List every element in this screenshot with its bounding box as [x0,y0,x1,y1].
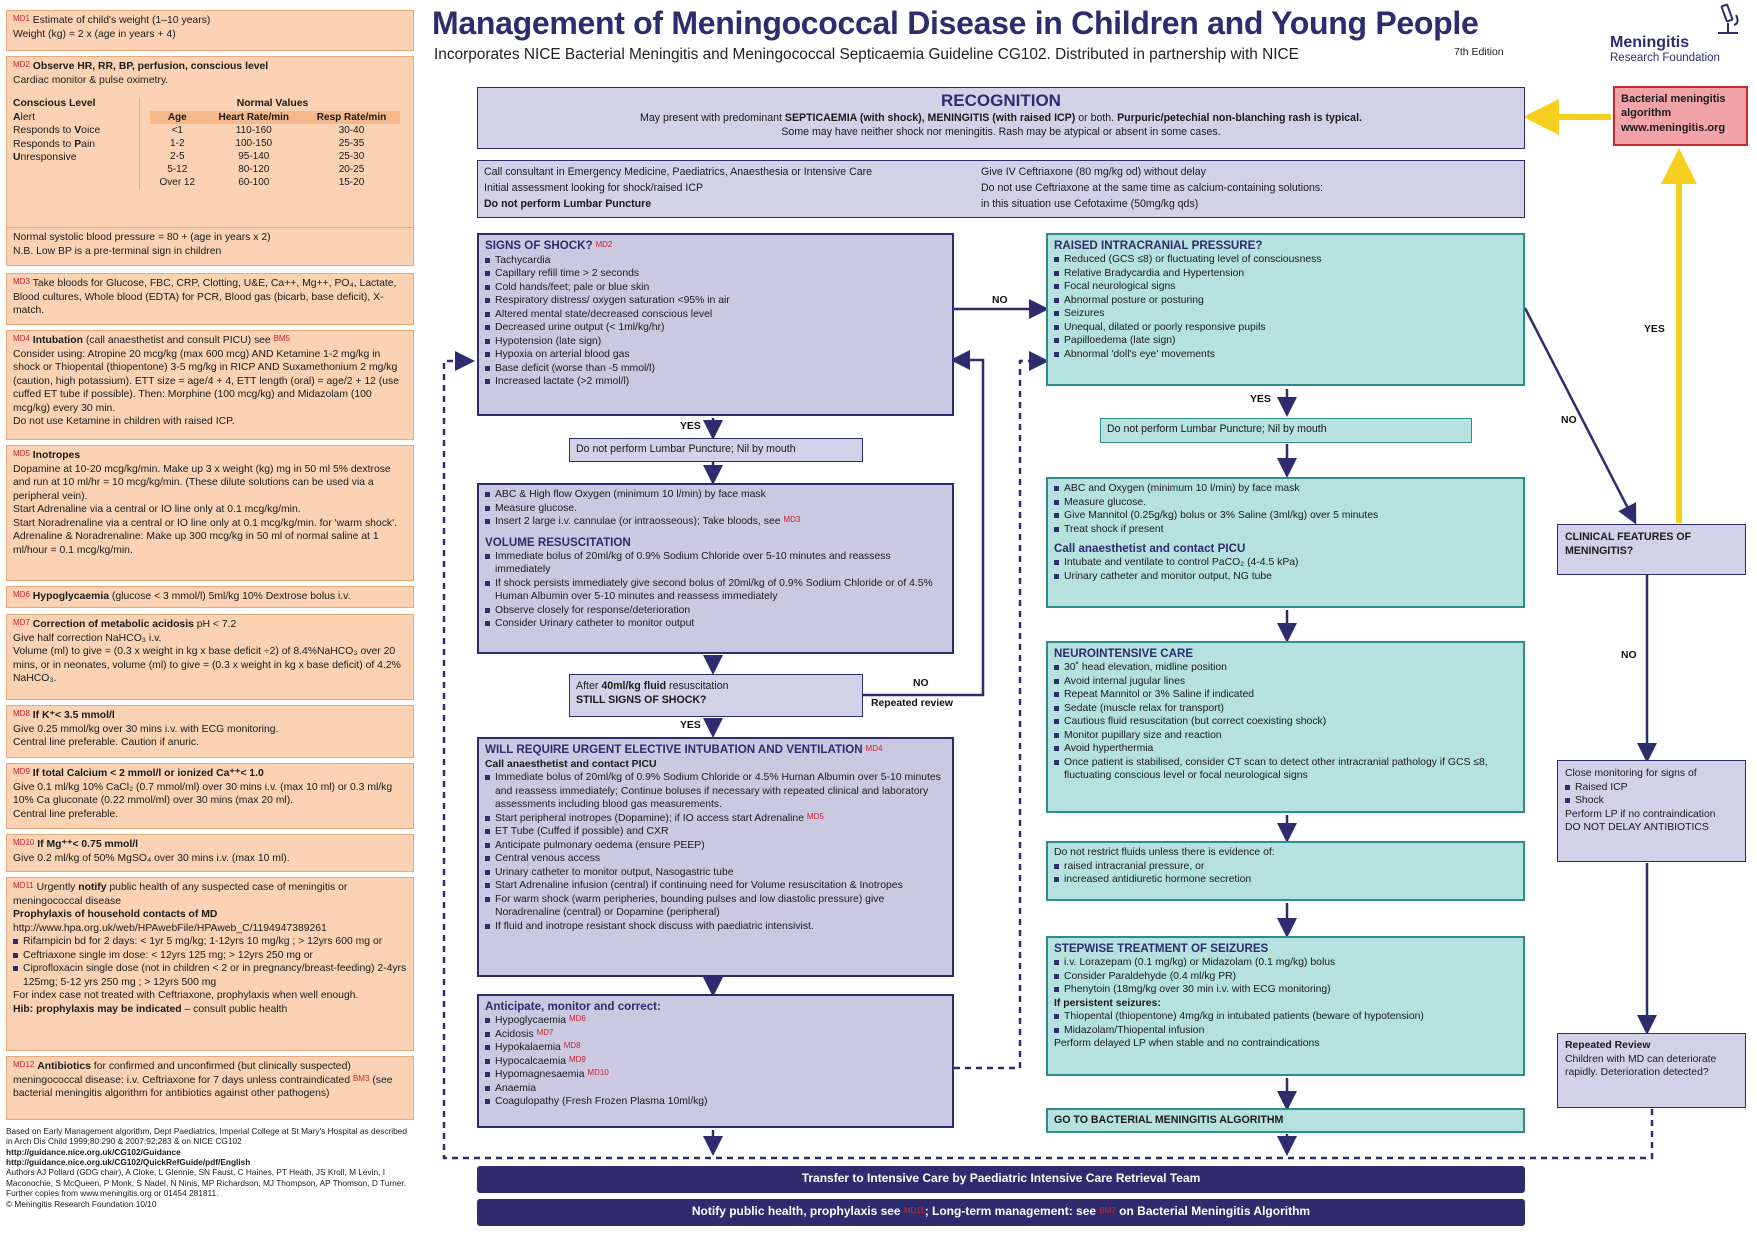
md1-formula: Weight (kg) = 2 x (age in years + 4) [13,28,176,40]
anticipate-title: Anticipate, monitor and correct: [485,1000,661,1013]
transfer-bar [477,1166,1525,1193]
list-item: Hypokalaemia MD8 [485,1041,946,1055]
credits-basis: Based on Early Management algorithm, Dept Paediatrics, Imperial College at St Mary's Hospital as described in Arch Dis Child 1999;80:290 & 2007;92;283 & on NICE CG102 [6,1126,407,1147]
md7-text2: Volume (ml) to give = (0.3 x weight in kg x base deficit ÷2) of 8.4%NaHCO₃ over 20 mins, or in neonates, volume (ml) to give = (0.3 x weight in kg x base deficit) of 4.2% NaHCO₃. [13,646,401,685]
systolic-bp-note: Normal systolic blood pressure = 80 + (age in years x 2) [13,232,271,243]
normal-values-title: Normal Values [236,98,309,109]
bm7-ref: BM7 [1099,1206,1116,1215]
list-item: For warm shock (warm peripheries, bounding pulses and low diastolic pressure) give Noradrenaline (central) or Dopamine (peripheral) [485,893,946,920]
raised-icp-title: RAISED INTRACRANIAL PRESSURE? [1054,239,1263,252]
goto-bm-box[interactable] [1046,1108,1525,1133]
neurointensive-title: NEUROINTENSIVE CARE [1054,647,1194,660]
md2-line2: Cardiac monitor & pulse oximetry. [13,74,169,86]
md11-ref: MD11 [903,1206,925,1215]
label-no-clinical: NO [1621,650,1637,661]
no-lumbar-puncture: Do not perform Lumbar Puncture [484,197,652,210]
md3-text: Take bloods for Glucose, FBC, CRP, Clotting, U&E, Ca++, Mg++, PO₄, Lactate, Blood cultures, Whole blood (EDTA) for PCR, Blood gas (bicarb, base deficit), X-match. [13,278,397,317]
delayed-lp-note: Perform delayed LP when stable and no contraindications [1054,1038,1320,1050]
list-item: Intubate and ventilate to control PaCO₂ (4-4.5 kPa) [1054,556,1517,570]
conscious-level-title: Conscious Level [13,98,96,109]
md1-text: Estimate of child's weight (1–10 years) [32,15,211,26]
list-item: Relative Bradycardia and Hypertension [1054,267,1517,281]
list-item: Measure glucose. [1054,496,1517,510]
list-item: Hypomagnesaemia MD10 [485,1068,946,1082]
table-row: 2-5 95-140 25-30 [170,150,365,162]
md8-box: MD8 If K⁺< 3.5 mmol/l Give 0.25 mmol/kg over 30 mins i.v. with ECG monitoring. Central line preferable. Caution if anuric. [6,705,414,758]
ciprofloxacin-item: Ciprofloxacin single dose (not in children < 2 or in pregnancy/breast-feeding) 2-4yrs 125mg; 5-12 yrs 250 mg ; > 12yrs 500 mg [13,962,407,989]
repeated-review-text: Children with MD can deteriorate rapidly. Deterioration detected? [1565,1053,1717,1079]
no-delay-antibiotics: DO NOT DELAY ANTIBIOTICS [1565,822,1709,834]
index-case-note: For index case not treated with Ceftriaxone, prophylaxis when well enough. [13,990,359,1002]
no-lp-text-left: Do not perform Lumbar Puncture; Nil by mouth [576,443,796,455]
list-item: i.v. Lorazepam (0.1 mg/kg) or Midazolam (0.1 mg/kg) bolus [1054,956,1517,970]
list-item: Decreased urine output (< 1ml/kg/hr) [485,321,946,335]
credits-copies: Further copies from www.meningitis.org or 01454 281811. [6,1188,219,1199]
list-item: Altered mental state/decreased conscious level [485,308,946,322]
list-item: Urinary catheter to monitor output, Nasogastric tube [485,866,946,880]
intubation-subtitle: Call anaesthetist and contact PICU [485,758,657,770]
list-item: Observe closely for response/deterioration [485,604,946,618]
md10-text: Give 0.2 ml/kg of 50% MgSO₄ over 30 mins i.v. (max 10 ml). [13,852,290,864]
col-heart: Heart Rate/min [218,111,290,123]
list-item: Unequal, dilated or poorly responsive pupils [1054,321,1517,335]
hpa-link[interactable]: http://www.hpa.org.uk/web/HPAwebFile/HPAweb_C/1194947389261 [13,922,327,934]
md8-title: If K⁺< 3.5 mmol/l [32,710,115,721]
table-row: 5-12 80-120 20-25 [167,163,365,175]
md9-box: MD9 If total Calcium < 2 mmol/l or ionized Ca⁺⁺< 1.0 Give 0.1 ml/kg 10% CaCl₂ (0.7 mmol/ml) over 30 mins i.v. (max 10 ml) or 0.3 ml/kg 10% Ca gluconate (0.22 mmol/ml) over 30 mins (max 20 ml). Central line preferable. [6,763,414,829]
list-item: Anticipate pulmonary oedema (ensure PEEP) [485,839,946,853]
list-item: Raised ICP [1565,781,1738,795]
md7-title: Correction of metabolic acidosis [32,619,194,630]
fluids-text: Do not restrict fluids unless there is evidence of: [1054,847,1275,858]
table-row: <1 110-160 30-40 [171,124,365,136]
list-item: Immediate bolus of 20ml/kg of 0.9% Sodium Chloride over 5-10 minutes and reassess immediately [485,550,946,577]
md11-text: public health of any suspected case of meningitis or meningococcal disease [13,882,348,907]
md7-text: Give half correction NaHCO₃ i.v. [13,632,162,644]
still-shock-box: After 40ml/kg fluid resuscitation STILL SIGNS OF SHOCK? [569,674,863,717]
volume-resuscitation-box [477,483,954,654]
md2-title: Observe HR, RR, BP, perfusion, conscious level [32,61,269,72]
list-item: Treat shock if present [1054,523,1517,537]
list-item: Sedate (muscle relax for transport) [1054,702,1517,716]
fluids-box [1046,841,1525,901]
md5-noradrenaline: Start Noradrenaline via a central or IO line only at 0.1 mcg/kg/min. for 'warm shock'. [13,517,397,529]
md5-makeup: Adrenaline & Noradrenaline: Make up 300 mcg/kg in 50 ml of normal saline at 1 ml/hour = 0.1 mcg/kg/min. [13,531,379,556]
md8-text: Give 0.25 mmol/kg over 30 mins i.v. with ECG monitoring. [13,723,279,735]
col-resp: Resp Rate/min [316,111,387,123]
nice-guidance-link[interactable]: http://guidance.nice.org.uk/CG102/Guidance [6,1146,181,1157]
list-item: Seizures [1054,307,1517,321]
md5-dopamine: Dopamine at 10-20 mcg/kg/min. Make up 3 x weight (kg) mg in 50 ml 5% dextrose and run at 10 ml/hr = 10 mcg/kg/min. (These dilute solutions can be used via a peripheral vein). [13,463,391,502]
bm5-ref: BM5 [273,334,291,343]
list-item: Tachycardia [485,254,946,268]
list-item: increased antidiuretic hormone secretion [1054,873,1517,887]
signs-of-shock-box: SIGNS OF SHOCK? MD2 Tachycardia Capillary refill time > 2 seconds Cold hands/feet; pale or blue skin Respiratory distress/ oxygen saturation <95% in air Altered mental state/decreased conscious level Decreased urine output (< 1ml/kg/hr) Hypotension (late sign) Hypoxia on arterial blood gas Base deficit (worse than -5 mmol/l) Increased lactate (>2 mmol/l) [477,233,954,416]
list-item: Hypoglycaemia MD6 [485,1014,946,1028]
bm-line1: Bacterial meningitis [1621,93,1726,105]
no-lp-text-right: Do not perform Lumbar Puncture; Nil by mouth [1107,423,1327,435]
logo-line1: Meningitis [1610,34,1690,51]
label-yes-still: YES [680,720,701,731]
bm-website-link[interactable]: www.meningitis.org [1621,121,1726,134]
label-yes-shock: YES [680,421,701,432]
give-ceftriaxone: Give IV Ceftriaxone (80 mg/kg od) without delay [981,166,1206,178]
md4-box: MD4 Intubation (call anaesthetist and consult PICU) see BM5 Consider using: Atropine 20 mcg/kg (max 600 mcg) AND Ketamine 1-2 mg/kg in shock or Thiopental (thiopentone) 3-5 mg/kg in RICP AND Suxamethonium 2 mg/kg (caution, high potassium). ETT size = age/4 + 4, ETT length (oral) = age/2 + 12 (use cuffed ET tube if possible). Then: Morphine (100 mcg/kg) and Midazolam (100 mcg/kg) every 30 min. Do not use Ketamine in children with raised ICP. [6,330,414,440]
list-item: Cold hands/feet; pale or blue skin [485,281,946,295]
list-item: raised intracranial pressure, or [1054,860,1517,874]
cl-voice: Responds to Voice [13,125,101,137]
list-item: Shock [1565,794,1738,808]
list-item: Base deficit (worse than -5 mmol/l) [485,362,946,376]
md12-text: for confirmed and unconfirmed (but clinically suspected) meningococcal disease: i.v. Ceftriaxone for 7 days unless contraindicated [13,1061,351,1086]
list-item: Once patient is stabilised, consider CT scan to detect other intracranial pathology if GCS ≤8, fluctuating conscious level or focal neurological signs [1054,756,1517,783]
still-shock-question: STILL SIGNS OF SHOCK? [576,693,707,706]
repeated-review-label: Repeated review [871,698,954,709]
list-item: Abnormal 'doll's eye' movements [1054,348,1517,362]
prophylaxis-title: Prophylaxis of household contacts of MD [13,909,218,921]
list-item: ET Tube (Cuffed if possible) and CXR [485,825,946,839]
contact-picu-title: Call anaesthetist and contact PICU [1054,542,1246,556]
icp-treatment-box [1046,477,1525,608]
recognition-box: RECOGNITION May present with predominant SEPTICAEMIA (with shock), MENINGITIS (with raised ICP) or both. Purpuric/petechial non-blanching rash is typical. Some may have neither shock nor meningitis. Rash may be atypical or absent in some cases. [477,87,1525,149]
list-item: If shock persists immediately give second bolus of 20ml/kg of 0.9% Sodium Chloride or of 4.5% Human Albumin over 5-10 minutes and reassess immediately [485,577,946,604]
close-monitoring-box [1557,760,1746,862]
intubation-title: WILL REQUIRE URGENT ELECTIVE INTUBATION AND VENTILATION [485,743,863,756]
list-item: Consider Urinary catheter to monitor output [485,617,946,631]
list-item: Cautious fluid resuscitation (but correct coexisting shock) [1054,715,1517,729]
md4-ketamine-note: Do not use Ketamine in children with raised ICP. [13,416,235,428]
cl-unresponsive: Unresponsive [13,152,77,164]
list-item: Focal neurological signs [1054,280,1517,294]
bm-line2: algorithm [1621,107,1672,120]
list-item: ABC and Oxygen (minimum 10 l/min) by face mask [1054,482,1517,496]
cl-alert: Alert [13,111,35,123]
anticipate-box [477,994,954,1128]
list-item: Hypoxia on arterial blood gas [485,348,946,362]
list-item: Insert 2 large i.v. cannulae (or intraosseous); Take bloods, see MD3 [485,515,946,529]
table-row: 1-2 100-150 25-35 [170,137,365,149]
rifampicin-item: Rifampicin bd for 2 days: < 1yr 5 mg/kg; 1-12yrs 10 mg/kg ; > 12yrs 600 mg or [13,935,407,949]
ceftriaxone-item: Ceftriaxone single im dose: < 12yrs 125 mg; > 12yrs 250 mg or [13,949,407,963]
list-item: Immediate bolus of 20ml/kg of 0.9% Sodium Chloride or 4.5% Human Albumin over 5-10 minutes and reassess immediately; Continue boluses if necessary with repeated clinical and laboratory assessments including blood gas measurements. [485,771,946,812]
bm3-ref: BM3 [353,1073,370,1083]
ceftriaxone-warning: Do not use Ceftriaxone at the same time as calcium-containing solutions: [981,181,1324,194]
list-item: Phenytoin (18mg/kg over 30 min i.v. with ECG monitoring) [1054,983,1517,997]
list-item: Reduced (GCS ≤8) or fluctuating level of consciousness [1054,253,1517,267]
page-subtitle: Incorporates NICE Bacterial Meningitis and Meningococcal Septicaemia Guideline CG102. Distributed in partnership with NICE [434,46,1299,63]
list-item: Midazolam/Thiopental infusion [1054,1024,1517,1038]
call-consultant-box [477,160,1525,218]
list-item: Papilloedema (late sign) [1054,334,1517,348]
list-item: Urinary catheter and monitor output, NG tube [1054,570,1517,584]
cl-pain: Responds to Pain [13,138,96,150]
md7-box: MD7 Correction of metabolic acidosis pH < 7.2 Give half correction NaHCO₃ i.v. Volume (ml) to give = (0.3 x weight in kg x base deficit ÷2) of 8.4%NaHCO₃ over 20 mins, or in neonates, volume (ml) to give = (0.3 x weight in kg x base deficit) of 4.2% NaHCO₃. [6,614,414,700]
md1-code: MD1 [13,14,30,23]
seizures-title: STEPWISE TREATMENT OF SEIZURES [1054,942,1269,955]
list-item: Thiopental (thiopentone) 4mg/kg in intubated patients (beware of hypotension) [1054,1010,1517,1024]
recognition-line2: Some may have neither shock nor meningitis. Rash may be atypical or absent in some cases. [781,125,1221,138]
list-item: Start peripheral inotropes (Dopamine); if IO access start Adrenaline MD5 [485,812,946,826]
goto-bm-text: GO TO BACTERIAL MENINGITIS ALGORITHM [1054,1114,1284,1126]
no-lp-box-right [1100,418,1472,443]
list-item: Abnormal posture or posturing [1054,294,1517,308]
persistent-seizures-label: If persistent seizures: [1054,997,1161,1009]
list-item: Start Adrenaline infusion (central) if continuing need for Volume resuscitation & Inotropes [485,879,946,893]
md6-box: MD6 Hypoglycaemia (glucose < 3 mmol/l) 5ml/kg 10% Dextrose bolus i.v. [6,586,414,608]
bm-algorithm-box[interactable] [1613,86,1748,146]
label-no-icp: NO [1561,415,1577,426]
repeated-review-box [1557,1033,1746,1108]
md4-text: Consider using: Atropine 20 mcg/kg (max 600 mcg) AND Ketamine 1-2 mg/kg in shock or Thiopental (thiopentone) 3-5 mg/kg in RICP AND Suxamethonium 2 mg/kg (caution, high potassium). ETT size = age/4 + 4, ETT length (oral) = age/2 + 12 (use cuffed ET tube if possible). Then: Morphine (100 mcg/kg) and Midazolam (100 mcg/kg) every 30 min. [13,348,400,414]
list-item: Monitor pupillary size and reaction [1054,729,1517,743]
table-row: Over 12 60-100 15-20 [159,176,365,188]
credits-copyright: © Meningitis Research Foundation 10/10 [6,1198,157,1209]
col-age: Age [167,111,187,123]
seizures-box [1046,936,1525,1076]
nice-quickref-link[interactable]: http://guidance.nice.org.uk/CG102/QuickRefGuide/pdf/English [6,1157,251,1168]
label-yes-icp: YES [1250,394,1271,405]
label-no-still: NO [913,678,929,689]
rash-note: Purpuric/petechial non-blanching rash is typical. [1117,112,1362,125]
md12-title: Antibiotics [37,1061,91,1072]
hib-note: Hib: prophylaxis may be indicated [13,1003,182,1015]
list-item: Acidosis MD7 [485,1028,946,1042]
list-item: Capillary refill time > 2 seconds [485,267,946,281]
md12-box: MD12 Antibiotics for confirmed and unconfirmed (but clinically suspected) meningococcal disease: i.v. Ceftriaxone for 7 days unless contraindicated BM3 (see bacterial meningitis algorithm for antibiotics against other pathogens) [6,1056,414,1120]
credits-authors: Authors AJ Pollard (GDG chair), A Cloke, L Glennie, SN Faust, C Haines, PT Heath, JS Kroll, M Levin, I Maconochie, S McQueen, P Monk, S Nadel, N Ninis, MP Richardson, MJ Thompson, AP Thomson, D Turner. [6,1167,406,1188]
list-item: Avoid internal jugular lines [1054,675,1517,689]
md3-code: MD3 [13,277,30,286]
notify-bar: Notify public health, prophylaxis see MD11; Long-term management: see BM7 on Bacterial Meningitis Algorithm [477,1199,1525,1226]
volume-resuscitation-title: VOLUME RESUSCITATION [485,535,631,549]
list-item: Hypocalcaemia MD9 [485,1055,946,1069]
list-item: Repeat Mannitol or 3% Saline if indicated [1054,688,1517,702]
md6-title: Hypoglycaemia [32,591,110,602]
label-yes-clinical: YES [1644,324,1665,335]
transfer-text: Transfer to Intensive Care by Paediatric Intensive Care Retrieval Team [801,1171,1201,1185]
list-item: Central venous access [485,852,946,866]
md2-code: MD2 [13,60,30,69]
md10-title: If Mg⁺⁺< 0.75 mmol/l [37,839,138,850]
signs-of-shock-title: SIGNS OF SHOCK? [485,239,593,252]
md9-text2: Central line preferable. [13,808,119,820]
list-item: 30˚ head elevation, midline position [1054,661,1517,675]
repeated-review-title: Repeated Review [1565,1040,1651,1051]
list-item: Consider Paraldehyde (0.4 ml/kg PR) [1054,970,1517,984]
perform-lp-note: Perform LP if no contraindication [1565,808,1716,820]
list-item: Avoid hyperthermia [1054,742,1517,756]
list-item: Increased lactate (>2 mmol/l) [485,375,946,389]
initial-assessment: Initial assessment looking for shock/raised ICP [484,181,704,194]
list-item: Give Mannitol (0.25g/kg) bolus or 3% Saline (3ml/kg) over 5 minutes [1054,509,1517,523]
recognition-title: RECOGNITION [941,91,1061,110]
list-item: Hypotension (late sign) [485,335,946,349]
clinical-features-question: CLINICAL FEATURES OF MENINGITIS? [1565,531,1692,557]
list-item: Anaemia [485,1082,946,1096]
cefotaxime-note: in this situation use Cefotaxime (50mg/kg qds) [981,197,1199,210]
list-item: Respiratory distress/ oxygen saturation <95% in air [485,294,946,308]
list-item: Coagulopathy (Fresh Frozen Plasma 10ml/kg) [485,1095,946,1109]
low-bp-note: N.B. Low BP is a pre-terminal sign in children [13,245,222,257]
md8-text2: Central line preferable. Caution if anuric. [13,737,199,749]
md9-title: If total Calcium < 2 mmol/l or ionized Ca⁺⁺< 1.0 [32,768,264,779]
list-item: Measure glucose. [485,502,946,516]
raised-icp-box [1046,233,1525,386]
md10-box: MD10 If Mg⁺⁺< 0.75 mmol/l Give 0.2 ml/kg of 50% MgSO₄ over 30 mins i.v. (max 10 ml). [6,834,414,872]
md5-box: MD5 Inotropes Dopamine at 10-20 mcg/kg/min. Make up 3 x weight (kg) mg in 50 ml 5% dextrose and run at 10 ml/hr = 10 mcg/kg/min. (These dilute solutions can be used via a peripheral vein). Start Adrenaline via a central or IO line only at 0.1 mcg/kg/min. Start Noradrenaline via a central or IO line only at 0.1 mcg/kg/min. for 'warm shock'. Adrenaline & Noradrenaline: Make up 300 mcg/kg in 50 ml of normal saline at 1 ml/hour = 0.1 mcg/kg/min. [6,445,414,581]
edition: 7th Edition [1454,46,1504,58]
call-consultant: Call consultant in Emergency Medicine, Paediatrics, Anaesthesia or Intensive Care [484,166,873,178]
close-monitoring-text: Close monitoring for signs of [1565,768,1697,779]
clinical-features-box [1557,524,1746,575]
list-item: If fluid and inotrope resistant shock discuss with paediatric intensivist. [485,920,946,934]
intubation-box: WILL REQUIRE URGENT ELECTIVE INTUBATION AND VENTILATION MD4 Call anaesthetist and contact PICU Immediate bolus of 20ml/kg of 0.9% Sodium Chloride or 4.5% Human Albumin over 5-10 minutes and reassess immediately; Continue boluses if necessary with repeated clinical and laboratory assessments including blood gas measurements. Start peripheral inotropes (Dopamine); if IO access start Adrenaline MD5 ET Tube (Cuffed if possible) and CXR Anticipate pulmonary oedema (ensure PEEP) Central venous access Urinary catheter to monitor output, Nasogastric tube Start Adrenaline infusion (central) if continuing need for Volume resuscitation & Inotropes For warm shock (warm peripheries, bounding pulses and low diastolic pressure) give Noradrenaline (central) or Dopamine (peripheral) If fluid and inotrope resistant shock discuss with paediatric intensivist. [477,737,954,977]
md11-box: MD11 Urgently notify public health of any suspected case of meningitis or meningococcal disease Prophylaxis of household contacts of MD http://www.hpa.org.uk/web/HPAwebFile/HPAweb_C/1194947389261 Rifampicin bd for 2 days: < 1yr 5 mg/kg; 1-12yrs 10 mg/kg ; > 12yrs 600 mg or Ceftriaxone single im dose: < 12yrs 125 mg; > 12yrs 250 mg or Ciprofloxacin single dose (not in children < 2 or in pregnancy/breast-feeding) 2-4yrs 125mg; 5-12 yrs 250 mg ; > 12yrs 500 mg For index case not treated with Ceftriaxone, prophylaxis when well enough. Hib: prophylaxis may be indicated – consult public health [6,877,414,1051]
no-lp-box-left [569,438,863,462]
md4-title: Intubation [32,335,83,346]
list-item: ABC & High flow Oxygen (minimum 10 l/min) by face mask [485,488,946,502]
page-title: Management of Meningococcal Disease in Children and Young People [432,5,1479,41]
label-no-shock: NO [992,295,1008,306]
neurointensive-box [1046,641,1525,813]
logo-line2: Research Foundation [1610,52,1720,64]
md9-text: Give 0.1 ml/kg 10% CaCl₂ (0.7 mmol/ml) over 30 mins i.v. (max 10 ml) or 0.3 ml/kg 10% Ca gluconate (0.22 mmol/ml) over 30 mins (max 20 ml). [13,781,393,807]
md5-title: Inotropes [32,450,81,461]
md5-adrenaline: Start Adrenaline via a central or IO line only at 0.1 mcg/kg/min. [13,504,301,516]
